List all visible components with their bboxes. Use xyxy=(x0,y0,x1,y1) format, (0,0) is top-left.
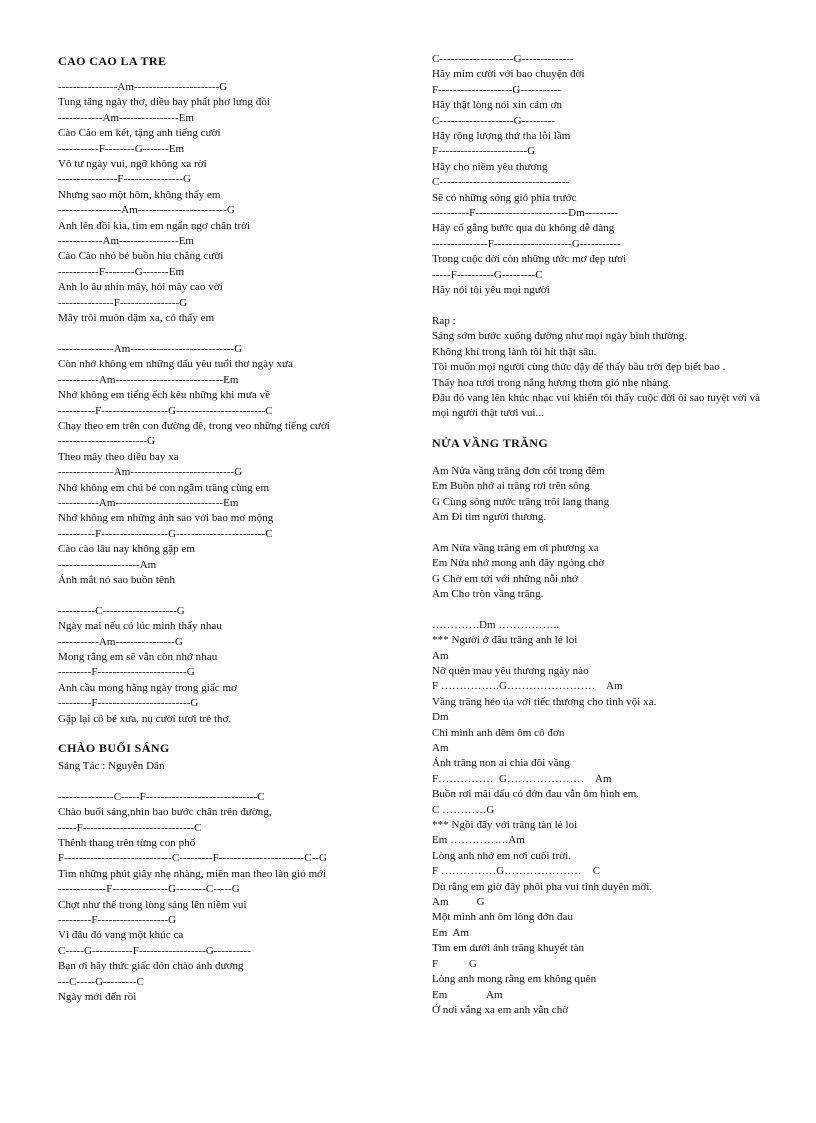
song-title-cao-cao-la-tre: CAO CAO LA TRE xyxy=(58,54,167,68)
lyric-line: Vô tư ngày vui, ngỡ không xa rời xyxy=(58,158,207,171)
chord-line: F------------------------G xyxy=(432,145,536,158)
lyric-line: Hãy nói tôi yêu mọi người xyxy=(432,284,550,297)
lyric-line: Mây trôi muôn dặm xa, có thấy em xyxy=(58,312,215,325)
lyric-line: Sáng sớm bước xuống đường như mọi ngày bình thường. xyxy=(432,330,687,343)
chord-line: Em …………….Am xyxy=(432,834,525,847)
lyric-line: Chợt như thế trong lòng sáng lên niềm vui xyxy=(58,898,247,911)
chord-line: ----------F------------------G------------------------C xyxy=(58,527,273,540)
lyric-line: Chạy theo em trên con đường đê, trong veo những tiếng cười xyxy=(58,419,330,432)
chord-line: ----------C--------------------G xyxy=(58,604,185,617)
song-body-chao-buoi-sang-continued xyxy=(432,52,767,422)
lyric-line: Nỡ quên mau yêu thương ngày nào xyxy=(432,664,589,677)
lyric-line: Ánh trăng non ai chia đôi vầng xyxy=(432,757,570,770)
lyric-line: Am Nửa vầng trăng đơn côi trong đêm xyxy=(432,464,605,477)
song-title-nua-vang-trang: NỬA VẦNG TRĂNG xyxy=(432,435,549,450)
chord-line: ---------------C-----F------------------------------C xyxy=(58,790,265,803)
lyric-line: Bạn ơi hãy thức giấc đón chào ánh dương xyxy=(58,960,244,973)
lyric-line: Hãy mỉm cười với bao chuyện đời xyxy=(432,68,585,81)
chord-line: ----------------Am-----------------------G xyxy=(58,81,228,93)
lyric-line: Một mình anh ôm lòng đớn đau xyxy=(432,911,574,924)
lyric-line: Lòng anh mong rằng em không quên xyxy=(432,973,597,986)
chord-line: ---------------F----------------G xyxy=(58,296,188,309)
lyric-line: Chỉ mình anh đêm ôm cô đơn xyxy=(432,726,565,739)
chord-line: -----------F--------G-------Em xyxy=(58,142,185,155)
lyric-line: Tôi muốn mọi người cùng thức dậy để thấy bầu trời đẹp biết bao . xyxy=(432,361,726,374)
blank-line xyxy=(432,602,767,617)
right-column xyxy=(432,52,767,1018)
lyric-line: Vầng trăng héo úa với tiếc thương cho tình vội xa. xyxy=(432,695,657,708)
lyric-line: Theo mây theo diều bay xa xyxy=(58,450,179,463)
chord-line: ----------F-------------------------Dm--------- xyxy=(432,207,619,220)
lyric-line: Ở nơi vắng xa em anh vẫn chờ xyxy=(432,1003,569,1016)
lyric-line: Ngày mới đến rồi xyxy=(58,991,137,1004)
lyric-line: G Chờ em tới với những nỗi nhớ xyxy=(432,572,578,585)
chord-line: ----------------------Am xyxy=(58,558,157,571)
chord-line: ------------------------G xyxy=(58,435,156,448)
chord-line: ---------------Am----------------------------G xyxy=(58,466,243,479)
lyric-line: Chào buổi sáng,nhìn bao bước chân trên đường, xyxy=(58,806,272,819)
blank-line xyxy=(432,525,767,540)
lyric-line: G Cùng sông nước trăng trôi lang thang xyxy=(432,495,610,508)
chord-line: ---C-----G---------C xyxy=(58,975,144,988)
lyric-line: Am Cho tròn vầng trăng. xyxy=(432,587,544,600)
lyric-line: Em Buồn nhớ ai trăng rơi trên sông xyxy=(432,480,590,493)
chord-line: C …………G xyxy=(432,803,495,816)
chord-line: -----F------------------------------C xyxy=(58,821,202,834)
lyric-line: Trong cuộc đời còn những ước mơ đẹp tươi xyxy=(432,253,627,266)
lyric-line: Am xyxy=(432,742,449,755)
lyric-line: Nhớ không em chú bé con ngắm trăng cùng em xyxy=(58,481,270,494)
lyric-line: Thênh thang trên từng con phố xyxy=(58,837,196,850)
lyric-line: Anh lo âu nhìn mây, hỏi mây cao vời xyxy=(58,281,223,294)
lyric-line: Tìm những phút giây nhẹ nhàng, miên man theo làn gió mới xyxy=(58,867,327,880)
lyric-line: Anh cầu mong hằng ngày trong giấc mơ xyxy=(58,681,237,694)
chord-line: -----------Am----------------G xyxy=(58,635,183,648)
lyric-line: Nhớ không em những ánh sao với bao mơ mộng xyxy=(58,512,274,525)
lyric-line: Dù rằng em giờ đây phôi pha vui tình duyên mới. xyxy=(432,880,653,893)
blank-line xyxy=(58,588,378,603)
lyric-line: Am Nửa vầng trăng em ơi phương xa xyxy=(432,541,599,554)
left-column xyxy=(58,52,378,1006)
chord-line: F ……………G………………… C xyxy=(432,865,601,878)
lyric-line: Nhớ không em tiếng ếch kêu những khi mưa về xyxy=(58,389,271,402)
chord-line: ----------------F----------------G xyxy=(58,173,191,186)
chord-line: F--------------------G----------- xyxy=(432,83,562,96)
lyric-line: Hãy cố gắng bước qua dù không dễ dàng xyxy=(432,222,615,235)
lyric-line: Tìm em dưới ánh trăng khuyết tàn xyxy=(432,942,585,955)
chord-line: -----------F--------G-------Em xyxy=(58,265,185,278)
chord-line: F-----------------------------C---------F-----------------------C--G xyxy=(58,852,328,865)
blank-line xyxy=(432,299,767,314)
lyric-line: Không khí trong lành tôi hít thật sâu. xyxy=(432,345,597,358)
lyric-line: Anh lên đồi kia, tìm em ngẩn ngơ chân trời xyxy=(58,219,251,232)
chord-line: C----------------------------------- xyxy=(432,176,570,189)
chord-line: F …………….G…………………… Am xyxy=(432,680,623,693)
lyric-line: *** Ngồi đây với trăng tàn lẻ loi xyxy=(432,819,578,832)
lyric-line: *** Người ở đâu trăng anh lẻ loi xyxy=(432,634,578,647)
lyric-line: Vì đâu đó vang một khúc ca xyxy=(58,929,184,942)
lyric-line: Am xyxy=(432,649,449,662)
lyric-line: Cào Cào em kết, tặng anh tiếng cười xyxy=(58,127,221,140)
lyric-line: Sẽ có những sóng gió phía trước xyxy=(432,191,577,204)
lyric-line: Am Đi tìm người thương. xyxy=(432,510,547,523)
lyric-line: Còn nhớ không em những dấu yêu tuổi thơ ngày xưa xyxy=(58,358,293,371)
lyric-line: Am G xyxy=(432,896,485,909)
lyric-line: Hãy cho niềm yêu thương xyxy=(432,160,548,173)
lyric-line: Ánh mắt nó sao buồn tênh xyxy=(58,573,175,586)
lyric-line: Nhưng sao một hôm, không thấy em xyxy=(58,188,221,201)
chord-line: -------------F---------------G--------C-----G xyxy=(58,883,240,896)
chord-line: ---------------F---------------------G----------- xyxy=(432,237,621,250)
chord-line: ---------F-------------------G xyxy=(58,914,177,927)
chord-line: ------------Am----------------Em xyxy=(58,235,194,248)
song-body-chao-buoi-sang xyxy=(58,759,378,1005)
chord-line: C-----G-----------F------------------G---------- xyxy=(58,944,251,957)
chord-line: -----F----------G---------C xyxy=(432,268,543,281)
lyric-line: Hãy thật lòng nói xin cảm ơn xyxy=(432,99,563,112)
chord-line: -----------Am-----------------------------Em xyxy=(58,496,239,509)
blank-line xyxy=(58,327,378,342)
lyric-line: Cào cào lâu nay không gặp em xyxy=(58,543,196,556)
chord-line: C--------------------G--------- xyxy=(432,114,556,127)
lyric-line: F G xyxy=(432,957,477,970)
lyric-line: Rap : xyxy=(432,314,456,327)
lyric-line: Tung tăng ngày thơ, diều bay phất phơ lưng đồi xyxy=(58,96,270,109)
lyric-line: Thấy hoa tươi trong nắng hương thơm gió nhẹ nhàng. xyxy=(432,376,672,389)
lyric-line: Cào Cào nhỏ bé buồn hiu chẳng cười xyxy=(58,250,224,263)
chord-line: ………….Dm …………….. xyxy=(432,618,560,631)
song-title-chao-buoi-sang: CHÀO BUỔI SÁNG xyxy=(58,741,170,756)
lyric-line: Lòng anh nhớ em nơi cuối trời. xyxy=(432,849,572,862)
lyric-line: Gặp lại cô bé xưa, nụ cười tươi trẻ thơ. xyxy=(58,712,232,725)
chord-line: -----------Am-----------------------------Em xyxy=(58,373,239,386)
lyric-line: Ngày mai nếu có lúc mình thấy nhau xyxy=(58,620,222,633)
lyric-line: Đâu đó vang lên khúc nhạc vui khiến tôi thấy cuộc đời ôi sao tuyệt vời và mọi người thật tươi vui... xyxy=(432,391,763,420)
chord-line: C--------------------G-------------- xyxy=(432,53,574,65)
chord-line: ---------F-------------------------G xyxy=(58,697,199,710)
blank-line xyxy=(58,774,378,789)
chord-line: ----------F------------------G------------------------C xyxy=(58,404,273,417)
song-body-nua-vang-trang xyxy=(432,464,767,1019)
chord-line: ---------F------------------------G xyxy=(58,666,195,679)
song-body-cao-cao-la-tre xyxy=(58,80,378,727)
lyric-line: Em Am xyxy=(432,988,503,1001)
chord-line: -----------------Am------------------------G xyxy=(58,204,235,217)
lyric-line: Em Nửa nhớ mong anh đây ngóng chờ xyxy=(432,557,605,570)
lyric-line: Dm xyxy=(432,711,449,724)
lyric-line: Buồn rơi mãi dấu có đớn đau vẫn ôm hình em. xyxy=(432,788,640,801)
lyric-line: Mong rằng em sẽ vẫn còn nhớ nhau xyxy=(58,651,218,663)
chord-line: ---------------Am----------------------------G xyxy=(58,342,243,355)
chord-line: F…………… G………………… Am xyxy=(432,772,612,785)
lyric-line: Sáng Tác : Nguyễn Dân xyxy=(58,760,165,773)
lyric-line: Em Am xyxy=(432,926,469,939)
chord-line: ------------Am----------------Em xyxy=(58,111,194,124)
lyric-line: Hãy rộng lượng thứ tha lỗi lầm xyxy=(432,130,571,143)
